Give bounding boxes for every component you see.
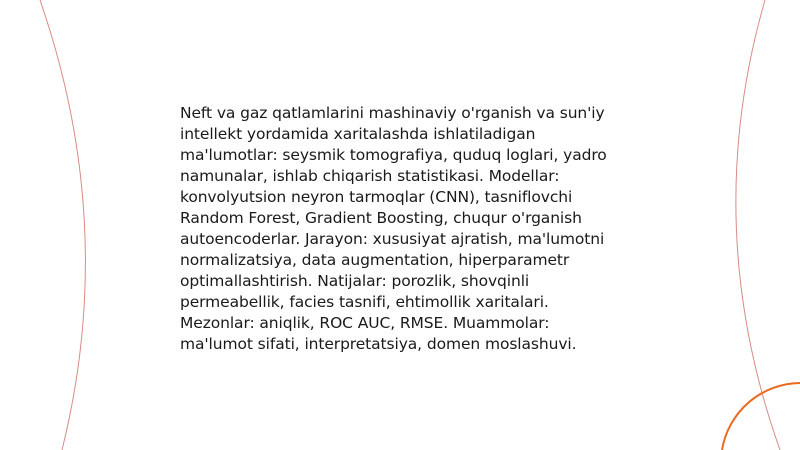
body-paragraph: Neft va gaz qatlamlarini mashinaviy o'rganish va sun'iy intellekt yordamida xaritalashda ishlatiladigan ma'lumotlar: seysmik tomografiya, quduq loglari, yadro namunalar, ishlab chiqarish statistikasi. Modellar: konvolyutsion neyron tarmoqlar (CNN), tasniflovchi Random Forest, Gradient Boosting, chuqur o'rganish autoencoderlar. Jarayon: xususiyat ajratish, ma'lumotni normalizatsiya, data augmentation, hiperparametr optimallashtirish. Natijalar: porozlik, shovqinli permeabellik, facies tasnifi, ehtimollik xaritalari. Mezonlar: aniqlik, ROC AUC, RMSE. Muammolar: ma'lumot sifati, interpretatsiya, domen moslashuvi.	[180, 104, 607, 353]
orange-arc	[722, 383, 800, 450]
right-curve-line	[736, 0, 780, 450]
left-curve-line	[40, 0, 85, 450]
